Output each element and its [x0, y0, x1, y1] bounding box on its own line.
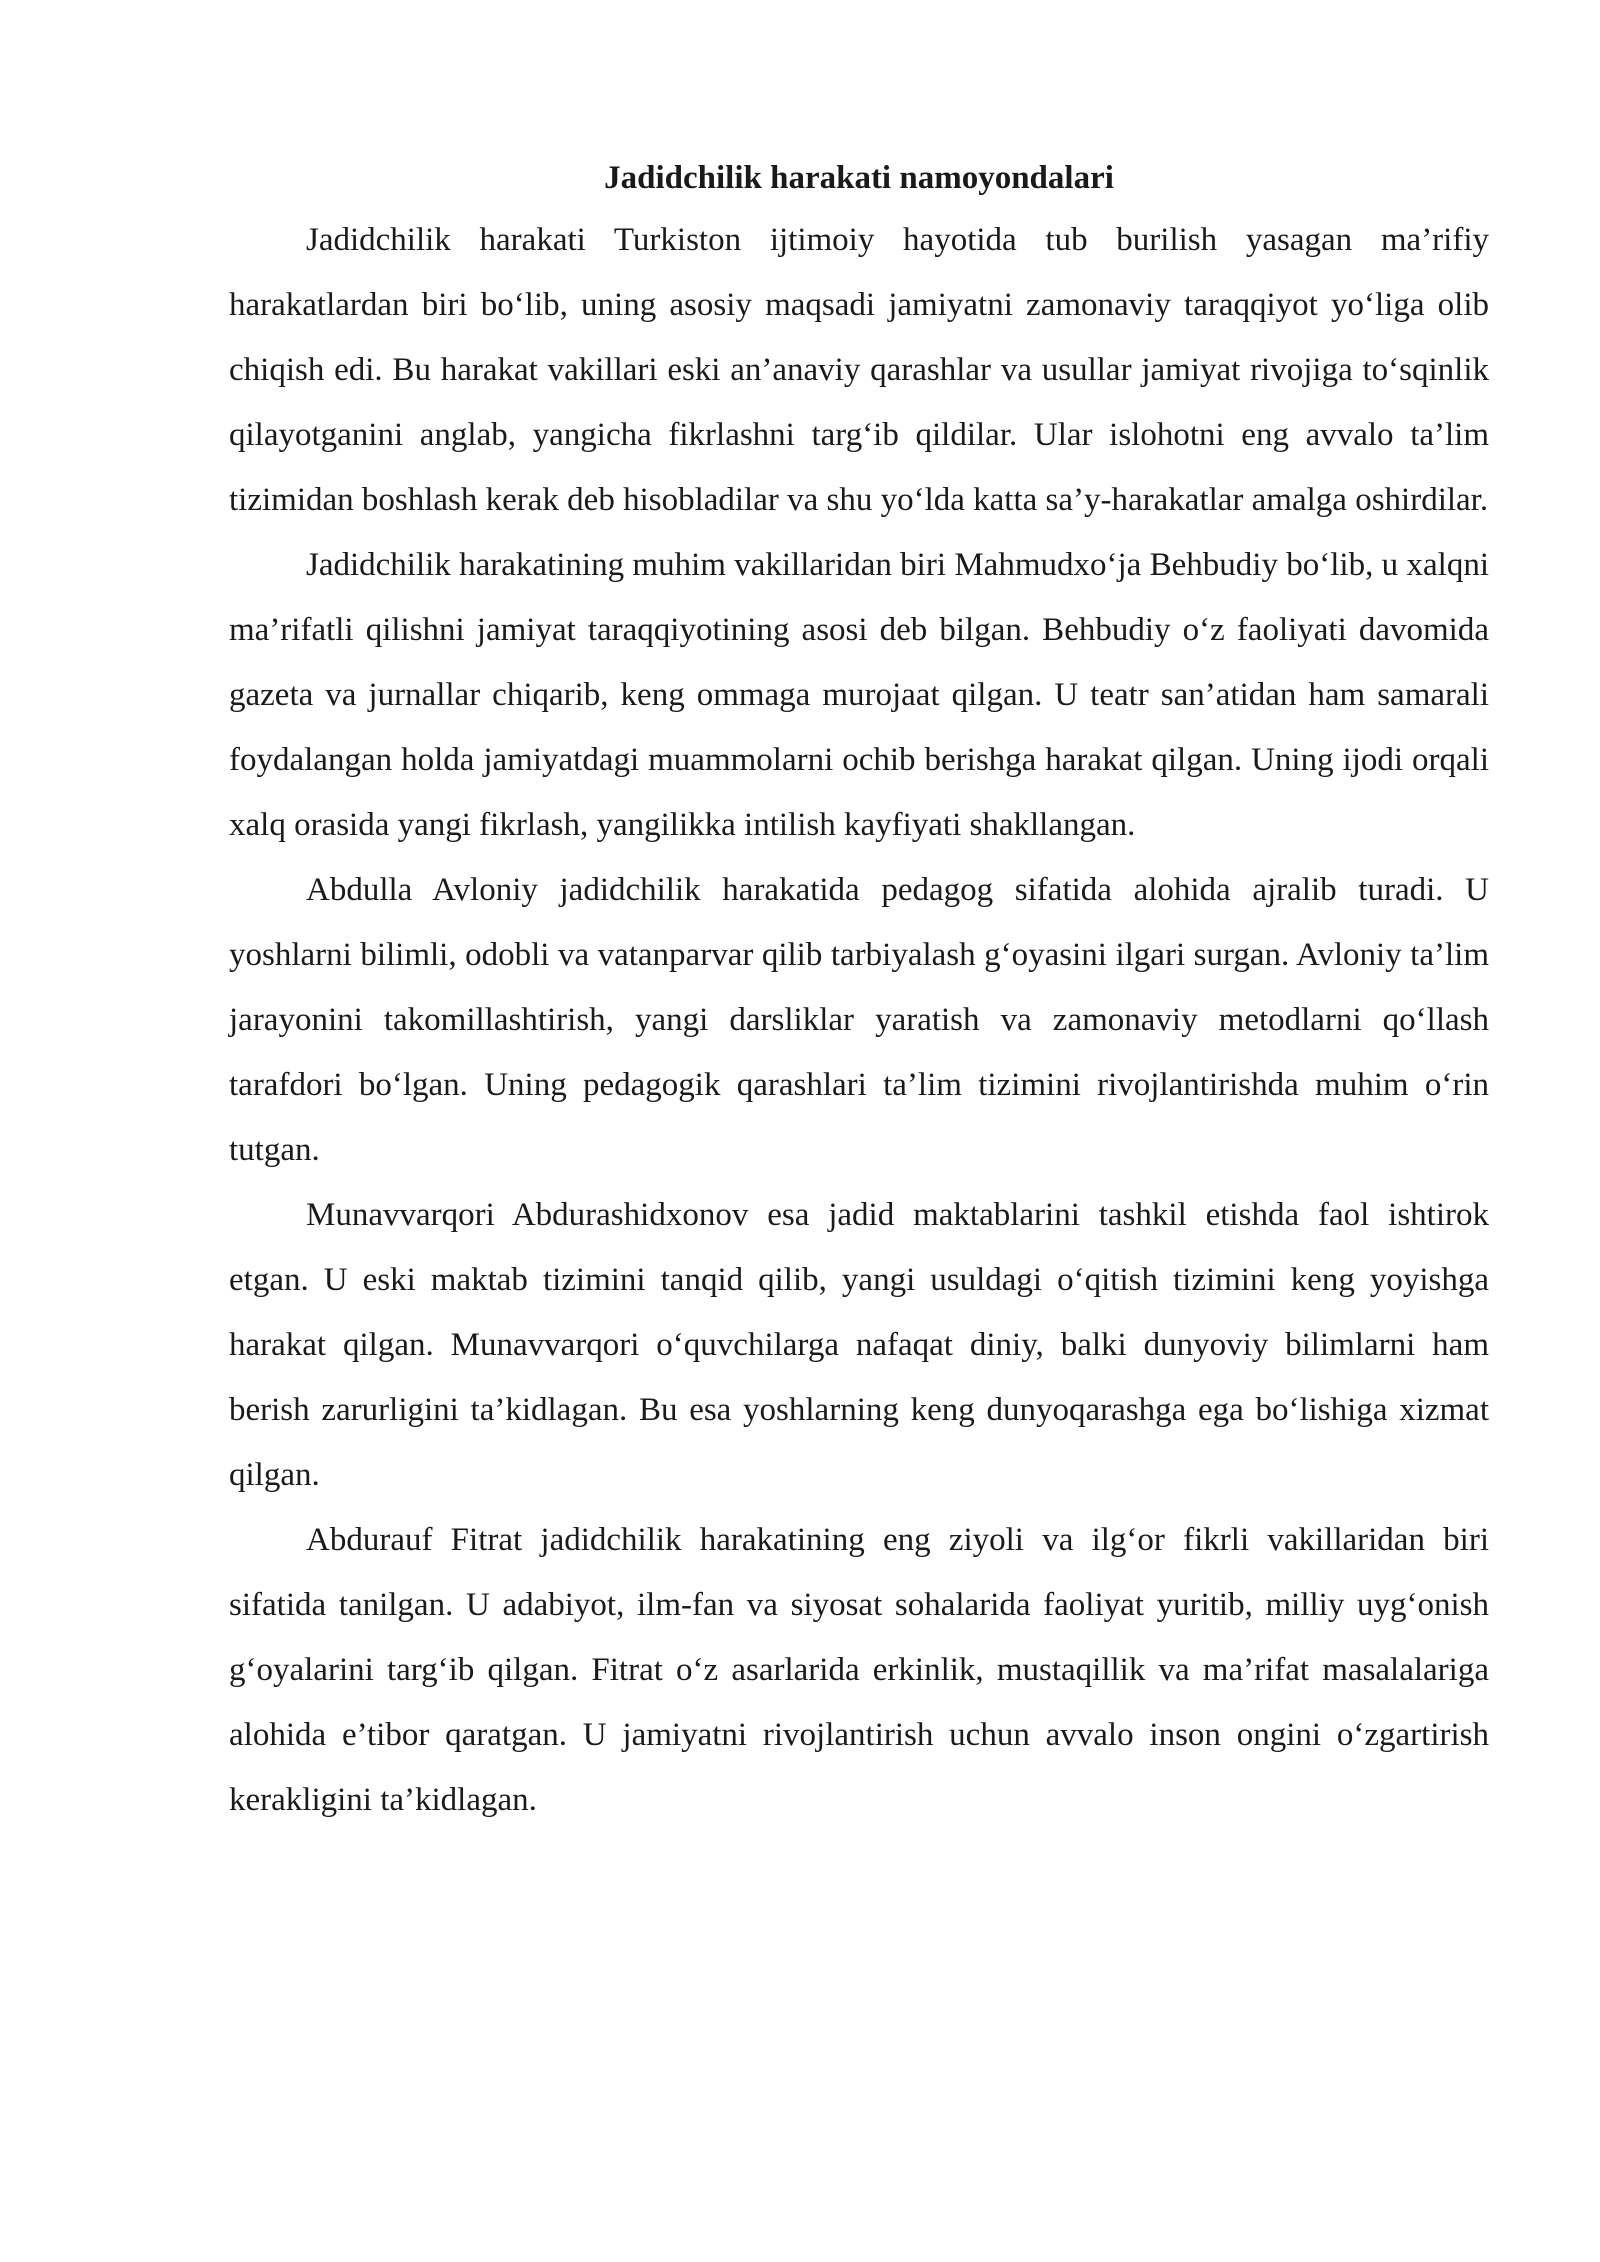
- paragraph-behbudiy: Jadidchilik harakatining muhim vakillaridan biri Mahmudxo‘ja Behbudiy bo‘lib, u xalqni ma’rifatli qilishni jamiyat taraqqiyotining asosi deb bilgan. Behbudiy o‘z faoliyati davomida gazeta va jurnallar chiqarib, keng ommaga murojaat qilgan. U teatr san’atidan ham samarali foydalangan holda jamiyatdagi muammolarni ochib berishga harakat qilgan. Uning ijodi orqali xalq orasida yangi fikrlash, yangilikka intilish kayfiyati shakllangan.: [229, 547, 1489, 843]
- paragraph-avloniy: Abdulla Avloniy jadidchilik harakatida pedagog sifatida alohida ajralib turadi. U yoshlarni bilimli, odobli va vatanparvar qilib tarbiyalash g‘oyasini ilgari surgan. Avloniy ta’lim jarayonini takomillashtirish, yangi darsliklar yaratish va zamonaviy metodlarni qo‘llash tarafdori bo‘lgan. Uning pedagogik qarashlari ta’lim tizimini rivojlantirishda muhim o‘rin tutgan.: [229, 872, 1489, 1168]
- document-title: Jadidchilik harakati namoyondalari: [604, 160, 1114, 196]
- document-body: [229, 148, 1489, 1833]
- paragraph-munavvarqori: Munavvarqori Abdurashidxonov esa jadid maktablarini tashkil etishda faol ishtirok etgan. U eski maktab tizimini tanqid qilib, yangi usuldagi o‘qitish tizimini keng yoyishga harakat qilgan. Munavvarqori o‘quvchilarga nafaqat diniy, balki dunyoviy bilimlarni ham berish zarurligini ta’kidlagan. Bu esa yoshlarning keng dunyoqarashga ega bo‘lishiga xizmat qilgan.: [229, 1197, 1489, 1493]
- paragraph-fitrat: Abdurauf Fitrat jadidchilik harakatining eng ziyoli va ilg‘or fikrli vakillaridan biri sifatida tanilgan. U adabiyot, ilm-fan va siyosat sohalarida faoliyat yuritib, milliy uyg‘onish g‘oyalarini targ‘ib qilgan. Fitrat o‘z asarlarida erkinlik, mustaqillik va ma’rifat masalalariga alohida e’tibor qaratgan. U jamiyatni rivojlantirish uchun avvalo inson ongini o‘zgartirish kerakligini ta’kidlagan.: [229, 1522, 1489, 1818]
- paragraph-intro: Jadidchilik harakati Turkiston ijtimoiy hayotida tub burilish yasagan ma’rifiy harakatlardan biri bo‘lib, uning asosiy maqsadi jamiyatni zamonaviy taraqqiyot yo‘liga olib chiqish edi. Bu harakat vakillari eski an’anaviy qarashlar va usullar jamiyat rivojiga to‘sqinlik qilayotganini anglab, yangicha fikrlashni targ‘ib qildilar. Ular islohotni eng avvalo ta’lim tizimidan boshlash kerak deb hisobladilar va shu yo‘lda katta sa’y-harakatlar amalga oshirdilar.: [229, 222, 1489, 518]
